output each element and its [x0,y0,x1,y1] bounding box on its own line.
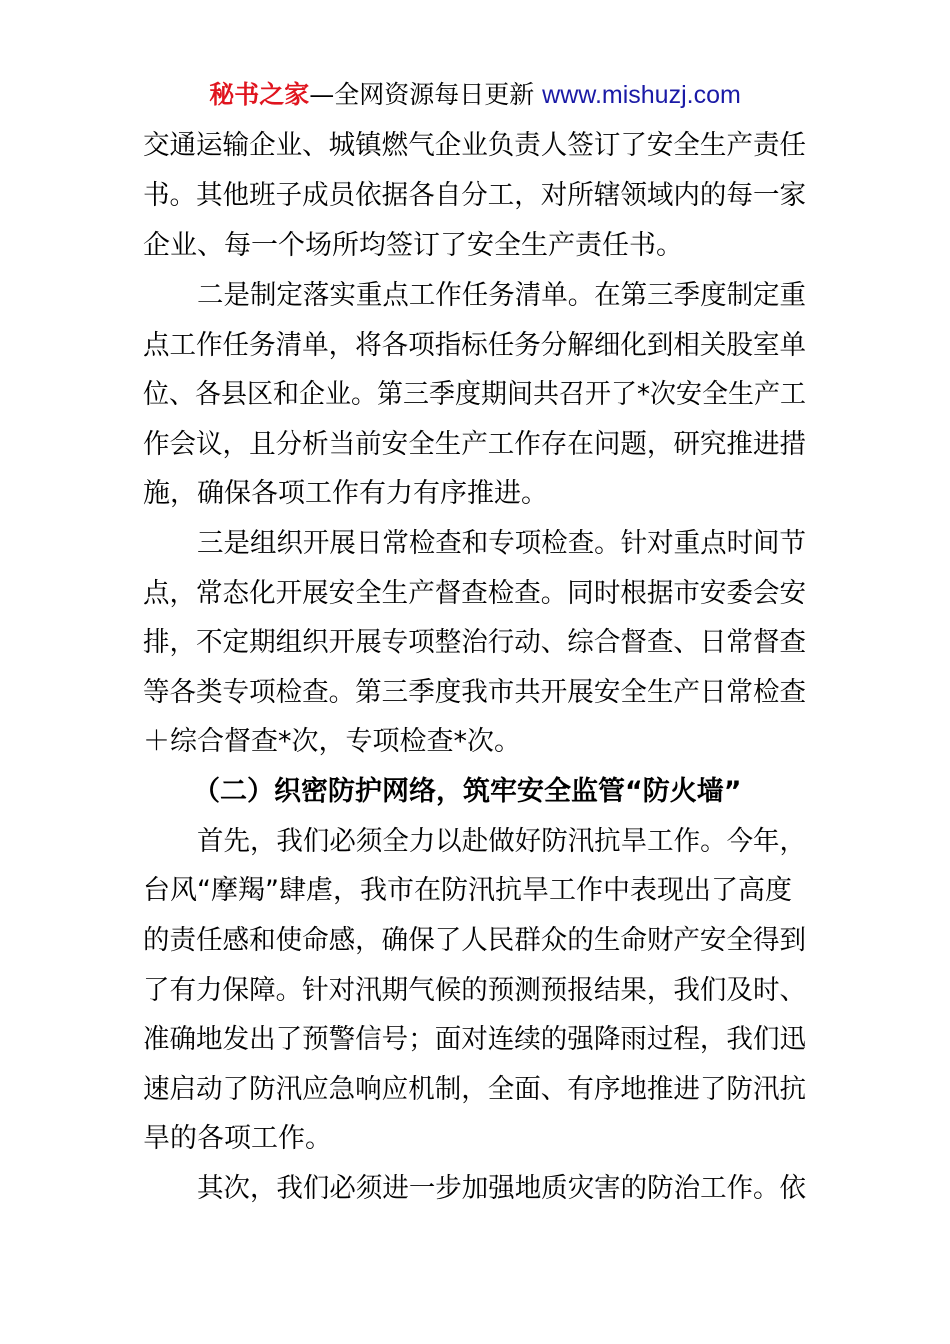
body-line: 交通运输企业、城镇燃气企业负责人签订了安全生产责任 [143,130,806,161]
body-line: 的责任感和使命感，确保了人民群众的生命财产安全得到 [143,925,806,956]
section-heading: （二）织密防护网络，筑牢安全监管“防火墙” [193,776,742,807]
body-line: 点工作任务清单，将各项指标任务分解细化到相关股室单 [143,330,806,361]
body-line: 准确地发出了预警信号；面对连续的强降雨过程，我们迅 [143,1024,806,1055]
body-line: 位、各县区和企业。第三季度期间共召开了*次安全生产工 [143,379,807,410]
body-line: 点，常态化开展安全生产督查检查。同时根据市安委会安 [143,578,806,609]
page-header [0,78,950,112]
site-url[interactable]: www.mishuzj.com [542,81,741,109]
body-line: 速启动了防汛应急响应机制，全面、有序地推进了防汛抗 [143,1074,806,1105]
body-line: 台风“摩羯”肆虐，我市在防汛抗旱工作中表现出了高度 [143,875,792,906]
body-line: 企业、每一个场所均签订了安全生产责任书。 [143,230,683,261]
brand-name: 秘书之家 [209,80,310,109]
body-line: 二是制定落实重点工作任务清单。在第三季度制定重 [197,280,807,311]
body-line: 等各类专项检查。第三季度我市共开展安全生产日常检查 [143,677,806,708]
body-line: 书。其他班子成员依据各自分工，对所辖领域内的每一家 [143,180,806,211]
body-line: 其次，我们必须进一步加强地质灾害的防治工作。依 [197,1173,807,1204]
body-line: 施，确保各项工作有力有序推进。 [143,478,548,509]
body-line: 排，不定期组织开展专项整治行动、综合督查、日常督查 [143,627,806,658]
header-tagline: —全网资源每日更新 [309,80,543,109]
body-line: 了有力保障。针对汛期气候的预测预报结果，我们及时、 [143,975,806,1006]
body-line: ＋综合督查*次，专项检查*次。 [143,726,521,757]
body-line: 三是组织开展日常检查和专项检查。针对重点时间节 [197,528,807,559]
body-line: 首先，我们必须全力以赴做好防汛抗旱工作。今年， [197,826,807,857]
body-line: 旱的各项工作。 [143,1123,332,1154]
body-line: 作会议，且分析当前安全生产工作存在问题，研究推进措 [143,429,806,460]
